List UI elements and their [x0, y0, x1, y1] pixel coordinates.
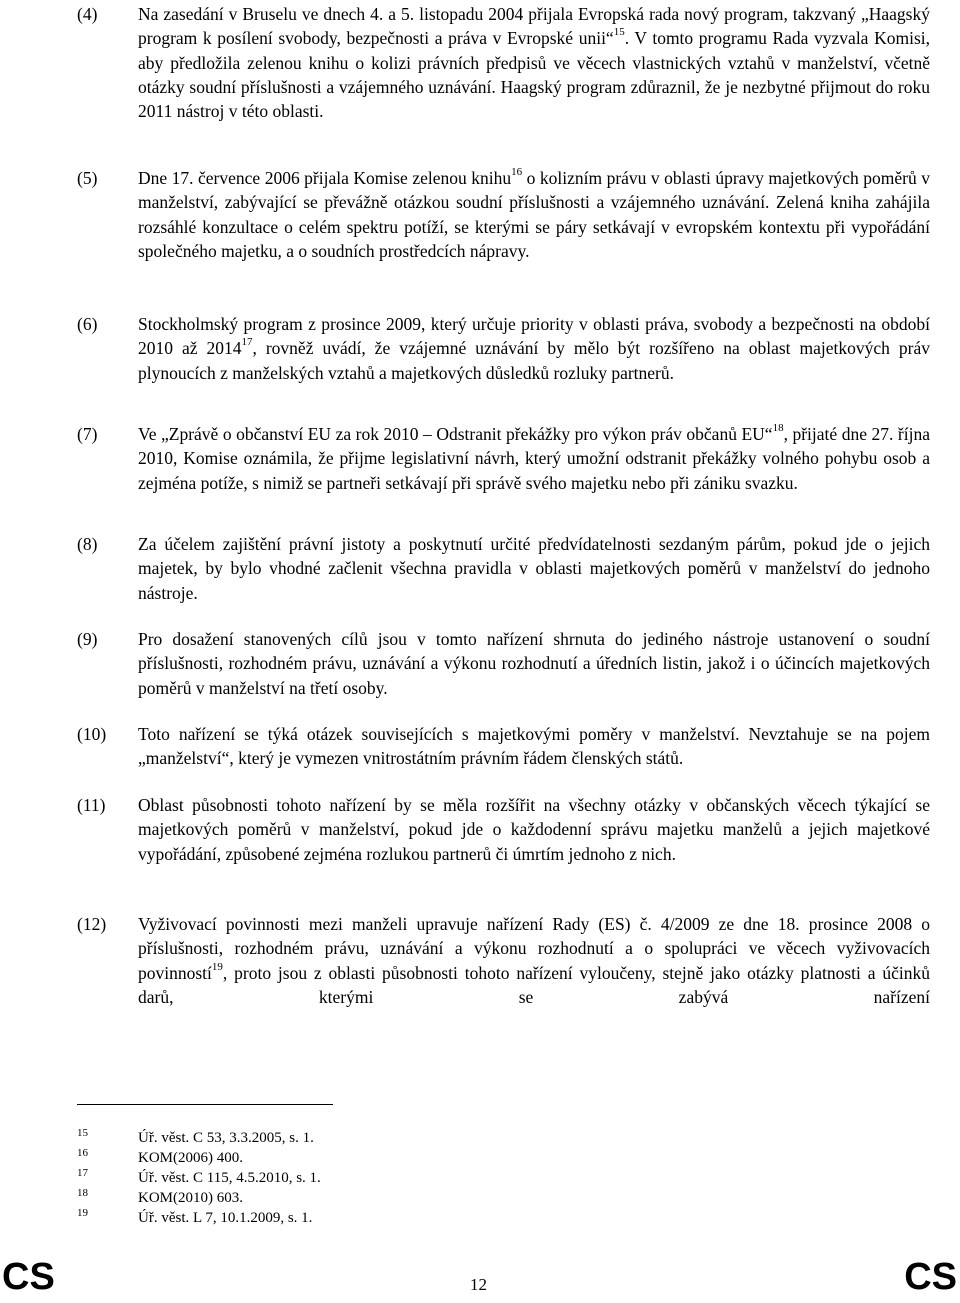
recital-number: (8) — [77, 534, 98, 554]
language-code-right: CS — [904, 1256, 957, 1298]
footnote-ref: 19 — [211, 960, 223, 973]
recital-text: Toto nařízení se týká otázek souvisejících s majetkovými poměry v manželství. Nevztahuje se na pojem „manželství“, který je vymezen vnitrostátním právním řádem členských států. — [138, 724, 930, 769]
recital-text: Stockholmský program z prosince 2009, který určuje priority v oblasti práva, svobody a bezpečnosti na období 2010 až 2014$^{17}$, rovněž uvádí, že vzájemné uznávání by mělo být rozšířeno na oblast majetkových práv plynoucích z manželských vztahů a majetkových důsledků rozluky partnerů. — [138, 314, 930, 383]
footnote-text: KOM(2006) 400. — [138, 1150, 243, 1166]
recital-text: Ve „Zprávě o občanství EU za rok 2010 – Odstranit překážky pro výkon práv občanů EU“$^{18}$, přijaté dne 27. října 2010, Komise oznámila, že přijme legislativní návrh, který umožní odstranit překážky volného pohybu osob a zejména potíže, s nimiž se partneři setkávají při správě svého majetku nebo při zániku svazku. — [138, 422, 930, 493]
footnote-text: Úř. věst. L 7, 10.1.2009, s. 1. — [138, 1210, 313, 1226]
recital-text: Oblast působnosti tohoto nařízení by se měla rozšířit na všechny otázky v občanských věcech týkající se majetkových poměrů v manželství, pokud jde o každodenní správu majetku manželů a jejich majetkové vypořádání, způsobené zejména rozlukou partnerů či úmrtím jednoho z nich. — [138, 795, 930, 864]
recital-text: Vyživovací povinnosti mezi manželi upravuje nařízení Rady (ES) č. 4/2009 ze dne 18. prosince 2008 o příslušnosti, rozhodném právu, uznávání a výkonu rozhodnutí a o spolupráci ve věcech vyživovacích povinností$^{19}$, proto jsou z oblasti působnosti tohoto nařízení vyloučeny, stejně jako otázky platnosti a účinků darů, kterými se zabývá nařízení — [138, 914, 930, 1007]
recital-number: (12) — [77, 914, 107, 934]
recital-number: (9) — [77, 629, 98, 649]
recital-number: (5) — [77, 168, 98, 188]
recital-number: (7) — [77, 424, 98, 444]
footnote-number: 15 — [77, 1127, 88, 1139]
recital-text: Za účelem zajištění právní jistoty a poskytnutí určité předvídatelnosti sezdaným párům, pokud jde o jejich majetek, by bylo vhodné začlenit všechna pravidla v oblasti majetkových poměrů v manželství do jednoho nástroje. — [138, 534, 930, 603]
footnote-ref: 18 — [772, 422, 784, 435]
footnote-number: 18 — [77, 1187, 88, 1199]
footnote-number: 17 — [77, 1167, 88, 1179]
footnote-ref: 15 — [613, 26, 625, 39]
footnote-separator — [77, 1104, 333, 1105]
recital-text: Na zasedání v Bruselu ve dnech 4. a 5. listopadu 2004 přijala Evropská rada nový program, takzvaný „Haagský program k posílení svobody, bezpečnosti a práva v Evropské unii“$^{15}$. V tomto programu Rada vyzvala Komisi, aby předložila zelenou knihu o kolizi právních předpisů ve věcech vlastnických vztahů v manželství, včetně otázky soudní příslušnosti a vzájemného uznávání. Haagský program zdůraznil, že je nezbytné přijmout do roku 2011 nástroj v této oblasti. — [138, 4, 930, 122]
page-number: 12 — [470, 1275, 487, 1294]
footnote-text: Úř. věst. C 53, 3.3.2005, s. 1. — [138, 1130, 314, 1146]
footnote-number: 19 — [77, 1207, 88, 1219]
footnote-ref: 16 — [511, 166, 523, 179]
recital-number: (4) — [77, 4, 98, 24]
footnote-text: KOM(2010) 603. — [138, 1190, 243, 1206]
recital-number: (10) — [77, 724, 107, 744]
footnote-text: Úř. věst. C 115, 4.5.2010, s. 1. — [138, 1170, 321, 1186]
footnote-number: 16 — [77, 1147, 88, 1159]
recital-number: (11) — [77, 795, 106, 815]
recital-number: (6) — [77, 314, 98, 334]
recital-text: Dne 17. července 2006 přijala Komise zelenou knihu$^{16}$ o kolizním právu v oblasti úpravy majetkových poměrů v manželství, zabývající se převážně otázkou soudní příslušnosti a vzájemného uznávání. Zelená kniha zahájila rozsáhlé konzultace o celém spektru potíží, se kterými se páry setkávají v evropském kontextu při vypořádání společného majetku, a o soudních prostředcích nápravy. — [138, 166, 931, 261]
recital-text: Pro dosažení stanovených cílů jsou v tomto nařízení shrnuta do jediného nástroje ustanovení o soudní příslušnosti, rozhodném právu, uznávání a výkonu rozhodnutí a úředních listin, jakož i o účincích majetkových poměrů v manželství na třetí osoby. — [138, 629, 930, 698]
language-code-left: CS — [2, 1256, 55, 1298]
footnote-ref: 17 — [241, 336, 253, 349]
